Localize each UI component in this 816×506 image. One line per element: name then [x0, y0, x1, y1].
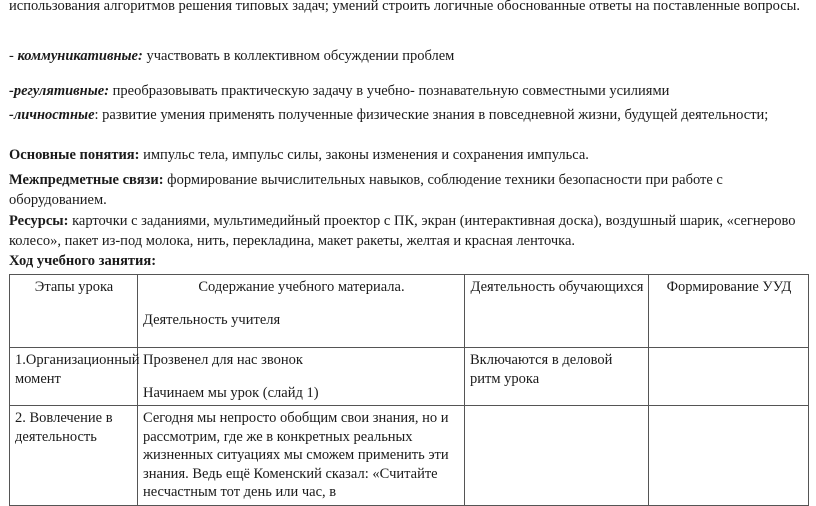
lesson-table: [9, 274, 809, 506]
row2-uud: [649, 406, 809, 506]
row2-content-text: Сегодня мы непросто обобщим свои знания, но и рассмотрим, где же в конкретных реальных жизненных ситуациях мы сможем применить эти знания. Ведь ещё Коменский сказал: «Считайте несчастным тот день или час, в: [143, 410, 449, 500]
row2-stage-text: 2. Вовлечение в деятельность: [15, 410, 113, 445]
communicative-label: коммуникативные:: [17, 48, 143, 64]
row1-stage-text: 1.Организационный момент: [15, 352, 140, 387]
header-uud-text: Формирование УУД: [666, 279, 792, 295]
table-header-row: [10, 275, 809, 348]
communicative-text: участвовать в коллективном обсуждении проблем: [142, 48, 455, 64]
interdisciplinary-paragraph: [9, 171, 807, 210]
regulatory-uud: [9, 82, 807, 102]
communicative-dash: -: [9, 48, 18, 64]
header-stages-text: Этапы урока: [34, 279, 114, 295]
row1-students-text: Включаются в деловой ритм урока: [470, 352, 613, 387]
resources-label: Ресурсы:: [9, 213, 69, 229]
table-row: [10, 406, 809, 506]
personal-label: -личностные: [9, 107, 95, 123]
intro-paragraph: [9, 0, 807, 17]
row2-content: [138, 406, 465, 506]
lesson-flow-heading: [9, 252, 807, 272]
row2-students: [465, 406, 649, 506]
intro-text: использования алгоритмов решения типовых задач; умений строить логичные обоснованные ответы на поставленные вопросы.: [9, 0, 801, 14]
row1-stage: [10, 348, 138, 406]
header-students-text: Деятельность обучающихся: [470, 279, 644, 295]
interdisciplinary-label: Межпредметные связи:: [9, 172, 164, 188]
row1-uud: [649, 348, 809, 406]
header-content-text: Содержание учебного материала.: [198, 279, 405, 295]
header-content: [138, 275, 465, 348]
resources-text: карточки с заданиями, мультимедийный проектор с ПК, экран (интерактивная доска), воздушный шарик, «сегнерово колесо», пакет из-под молока, нить, перекладина, макет ракеты, желтая и красная ленточка.: [9, 213, 796, 249]
header-stages: [10, 275, 138, 348]
row1-content: [138, 348, 465, 406]
lesson-flow-title: Ход учебного занятия:: [9, 253, 157, 269]
row1-students: [465, 348, 649, 406]
resources-paragraph: [9, 212, 807, 251]
concepts-paragraph: [9, 146, 807, 166]
interdisciplinary-text: формирование вычислительных навыков, соблюдение техники безопасности при работе с оборудованием.: [9, 172, 723, 208]
row1-content-line2: Начинаем мы урок (слайд 1): [143, 384, 319, 401]
regulatory-text: преобразовывать практическую задачу в учебно- познавательную совместными усилиями: [109, 83, 670, 99]
row1-content-line1: Прозвенел для нас звонок: [143, 352, 303, 368]
concepts-text: импульс тела, импульс силы, законы изменения и сохранения импульса.: [139, 147, 589, 163]
concepts-label: Основные понятия:: [9, 147, 140, 163]
header-teacher-text: Деятельность учителя: [143, 311, 281, 328]
row2-stage: [10, 406, 138, 506]
header-uud: [649, 275, 809, 348]
personal-text: : развитие умения применять полученные физические знания в повседневной жизни, будущей деятельности;: [94, 107, 769, 123]
personal-uud: [9, 106, 807, 126]
table-row: [10, 348, 809, 406]
header-students: [465, 275, 649, 348]
communicative-uud: [9, 47, 807, 67]
regulatory-label: -регулятивные:: [9, 83, 110, 99]
